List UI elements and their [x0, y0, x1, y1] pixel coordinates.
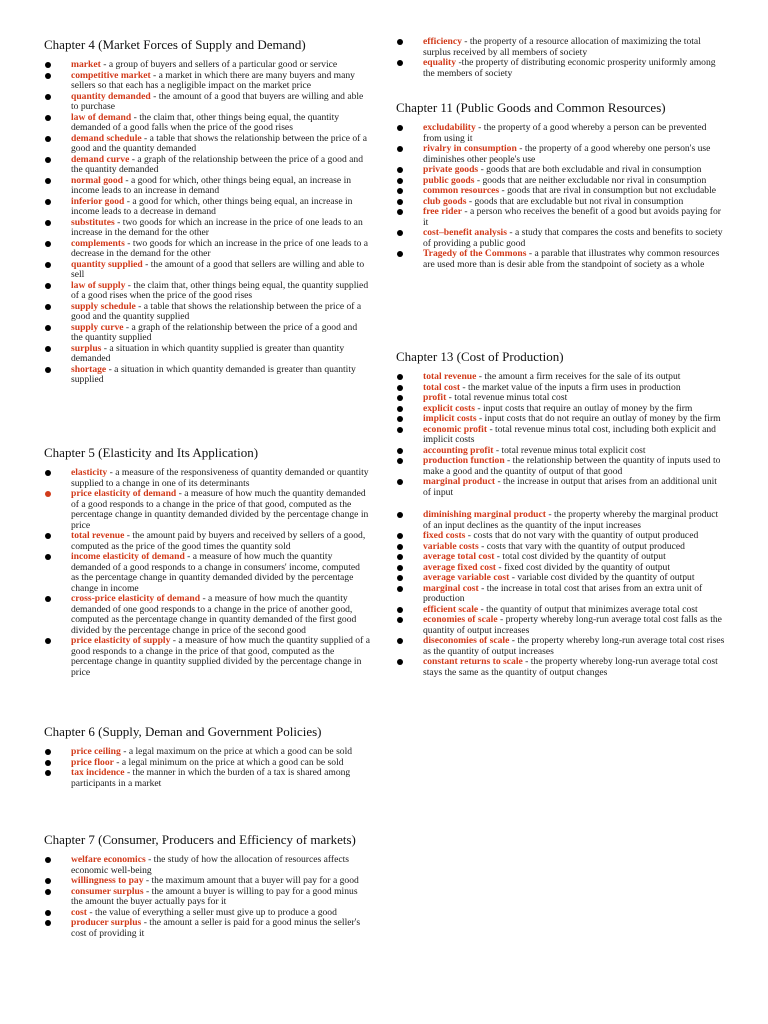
term-definition: - the claim that, other things being equal, the quantity supplied of a good rises when the price of the good rises	[71, 279, 369, 301]
term-definition: - a situation in which quantity supplied is greater than quantity demanded	[71, 342, 345, 364]
term-item	[44, 302, 370, 323]
term-definition: - goods that are excludable but not rival in consumption	[466, 195, 684, 207]
term-definition: - the claim that, other things being equal, the quantity demanded of a good falls when the price of the good rises	[71, 111, 340, 133]
term-label: tax incidence	[71, 767, 125, 778]
term-definition: - costs that do not vary with the quantity of output produced	[465, 530, 699, 541]
term-definition: - the market value of the inputs a firm uses in production	[460, 381, 681, 393]
chapter-13-section	[396, 349, 726, 678]
term-definition: - a measure of how much the quantity supplied of a good responds to a change in the price of that good, computed as the percentage change in quantity supplied divided by the percentage change in price	[71, 635, 370, 678]
term-definition: - two goods for which an increase in the price of one leads to an increase in the demand for the other	[71, 216, 363, 238]
term-item	[44, 71, 370, 92]
term-label: substitutes	[71, 216, 115, 228]
term-definition: - the property whereby the marginal product of an input declines as the quantity of the input increases	[423, 509, 719, 531]
term-definition: - a good for which, other things being equal, an increase in income leads to an increase in demand	[71, 174, 352, 196]
term-label: profit	[423, 392, 447, 403]
term-definition: - total cost divided by the quantity of output	[494, 551, 666, 562]
chapter-7-continued-section	[396, 37, 726, 79]
term-list	[396, 372, 726, 678]
term-label: variable costs	[423, 540, 479, 552]
term-definition: - two goods for which an increase in the price of one leads to a decrease in the demand for the other	[71, 237, 369, 259]
term-label: Tragedy of the Commons	[423, 248, 527, 259]
term-label: demand schedule	[71, 132, 142, 144]
term-definition: - a market in which there are many buyers and many sellers so that each has a negligible impact on the market price	[71, 69, 355, 91]
term-definition: - property whereby long-run average total cost falls as the quantity of output increases	[423, 614, 722, 636]
term-label: price elasticity of supply	[71, 635, 171, 646]
term-definition: - the amount a buyer is willing to pay for a good minus the amount the buyer actually pays for it	[71, 885, 358, 907]
term-label: cross-price elasticity of demand	[71, 593, 201, 604]
term-item	[44, 281, 370, 302]
term-definition: - a situation in which quantity demanded is greater than quantity supplied	[71, 363, 356, 385]
term-label: demand curve	[71, 153, 130, 165]
term-item	[396, 657, 726, 678]
term-definition: - a group of buyers and sellers of a particular good or service	[100, 59, 338, 70]
term-label: shortage	[71, 363, 107, 375]
term-item	[396, 425, 726, 446]
term-label: excludability	[423, 122, 476, 133]
term-label: public goods	[423, 174, 475, 186]
term-list	[44, 747, 370, 789]
term-label: efficient scale	[423, 603, 479, 615]
term-definition: - a measure of how much the quantity demanded of a good responds to a change in consumers' income, computed as the percentage change in quantity demanded divided by the percentage change in income	[71, 551, 360, 594]
term-label: quantity supplied	[71, 258, 143, 270]
term-item	[44, 260, 370, 281]
term-item	[44, 468, 370, 489]
term-item	[44, 768, 370, 789]
term-label: willingness to pay	[71, 875, 144, 886]
term-label: club goods	[423, 195, 467, 207]
term-definition: - a legal maximum on the price at which a good can be sold	[120, 746, 353, 757]
term-item	[44, 176, 370, 197]
term-label: total revenue	[71, 530, 125, 541]
chapter-heading: Chapter 6 (Supply, Deman and Government Policies)	[44, 724, 322, 739]
term-label: supply schedule	[71, 300, 136, 312]
term-label: quantity demanded	[71, 90, 151, 102]
term-definition: - the value of everything a seller must give up to produce a good	[86, 906, 337, 918]
chapter-heading: Chapter 11 (Public Goods and Common Resources)	[396, 100, 666, 115]
term-definition: - input costs that do not require an outlay of money by the firm	[476, 413, 721, 424]
term-item	[44, 636, 370, 678]
term-item	[396, 510, 726, 531]
term-definition: - goods that are both excludable and rival in consumption	[478, 164, 702, 175]
term-label: implicit costs	[423, 413, 477, 424]
term-label: cost	[71, 906, 87, 918]
term-definition: - the amount a firm receives for the sale of its output	[476, 371, 681, 382]
chapter-6-section	[44, 724, 370, 789]
term-definition: - the property of a good whereby one person's use diminishes other people's use	[423, 143, 711, 165]
term-item	[44, 855, 370, 876]
term-list	[44, 60, 370, 386]
term-item	[44, 113, 370, 134]
term-label: elasticity	[71, 467, 108, 478]
term-label: rivalry in consumption	[423, 143, 517, 154]
term-definition: - a table that shows the relationship between the price of a good and the quantity demanded	[71, 132, 368, 154]
term-item	[44, 552, 370, 594]
term-label: diseconomies of scale	[423, 635, 510, 646]
term-item	[44, 365, 370, 386]
term-definition: - a good for which, other things being equal, an increase in income leads to a decrease in demand	[71, 195, 353, 217]
term-item	[396, 456, 726, 477]
term-item	[44, 218, 370, 239]
term-item	[44, 239, 370, 260]
term-item	[44, 323, 370, 344]
term-item	[44, 197, 370, 218]
term-definition: - total revenue minus total cost	[446, 392, 568, 403]
term-definition: - fixed cost divided by the quantity of output	[496, 561, 670, 573]
term-definition: - a person who receives the benefit of a good but avoids paying for it	[423, 206, 721, 228]
term-definition: - the property of a good whereby a person can be prevented from using it	[423, 122, 707, 144]
chapter-heading: Chapter 7 (Consumer, Producers and Efficiency of markets)	[44, 832, 356, 847]
term-definition: - input costs that require an outlay of money by the firm	[474, 402, 693, 414]
term-item	[44, 531, 370, 552]
term-label: fixed costs	[423, 530, 466, 541]
term-label: price ceiling	[71, 746, 121, 757]
term-definition: - the amount paid by buyers and received by sellers of a good, computed as the price of the good times the quantity sold	[71, 530, 366, 552]
term-label: average total cost	[423, 551, 495, 562]
term-definition: - a graph of the relationship between the price of a good and the quantity supplied	[71, 321, 358, 343]
term-definition: - a measure of the responsiveness of quantity demanded or quantity supplied to a change in one of its determinants	[71, 467, 369, 489]
term-label: normal good	[71, 174, 123, 186]
term-item	[396, 477, 726, 498]
chapter-heading: Chapter 13 (Cost of Production)	[396, 349, 564, 364]
term-item	[396, 636, 726, 657]
term-definition: - the amount of a good that buyers are willing and able to purchase	[71, 90, 364, 112]
term-label: welfare economics	[71, 854, 146, 865]
chapter-4-section	[44, 37, 370, 386]
term-definition: - a measure of how much the quantity demanded of one good responds to a change in the price of another good, computed as the percentage change in quantity demanded of the first good divided by the percentage change in price of the second good	[71, 593, 357, 636]
term-label: price floor	[71, 756, 114, 768]
term-label: competitive market	[71, 69, 151, 81]
term-label: producer surplus	[71, 917, 142, 928]
term-label: total cost	[423, 381, 461, 393]
term-definition: - the property of a resource allocation of maximizing the total surplus received by all members of society	[423, 36, 701, 58]
term-label: complements	[71, 237, 125, 249]
term-item	[44, 594, 370, 636]
term-label: diminishing marginal product	[423, 509, 546, 520]
term-definition: - the increase in total cost that arises from an extra unit of production	[423, 582, 703, 604]
term-label: common resources	[423, 185, 500, 196]
term-definition: - goods that are rival in consumption but not excludable	[499, 185, 717, 196]
term-item	[396, 123, 726, 144]
term-definition: - variable cost divided by the quantity of output	[509, 572, 695, 583]
term-label: production function	[423, 455, 505, 466]
term-item	[396, 615, 726, 636]
term-label: constant returns to scale	[423, 656, 523, 667]
term-definition: - the property whereby long-run average total cost stays the same as the quantity of output changes	[423, 656, 718, 678]
term-item	[396, 207, 726, 228]
term-label: market	[71, 59, 101, 70]
term-item	[396, 58, 726, 79]
term-list	[396, 123, 726, 270]
term-label: income elasticity of demand	[71, 551, 185, 562]
term-list	[44, 468, 370, 678]
term-label: accounting profit	[423, 444, 494, 456]
term-item	[44, 134, 370, 155]
term-definition: - the increase in output that arises from an additional unit of input	[423, 476, 717, 498]
term-definition: - a measure of how much the quantity demanded of a good responds to a change in the price of that good, computed as the percentage change in quantity demanded divided by the percentage change in price	[71, 488, 369, 531]
term-item	[396, 37, 726, 58]
term-definition: - the relationship between the quantity of inputs used to make a good and the quantity of output of that good	[423, 455, 721, 477]
term-item	[396, 249, 726, 270]
term-item	[44, 344, 370, 365]
term-label: law of supply	[71, 279, 126, 291]
term-definition: - the amount a seller is paid for a good minus the seller's cost of providing it	[71, 917, 361, 939]
term-label: inferior good	[71, 195, 125, 207]
term-definition: - a study that compares the costs and benefits to society of providing a public good	[423, 227, 723, 249]
term-definition: - a parable that illustrates why common resources are used more than is desir able from the standpoint of society as a whole	[423, 248, 720, 270]
term-list	[396, 37, 726, 79]
chapter-heading: Chapter 5 (Elasticity and Its Application)	[44, 445, 259, 460]
term-item	[396, 228, 726, 249]
term-label: efficiency	[423, 36, 462, 47]
term-definition: - a legal minimum on the price at which a good can be sold	[113, 756, 344, 768]
term-definition: - the quantity of output that minimizes average total cost	[478, 603, 698, 615]
term-label: consumer surplus	[71, 885, 144, 897]
term-definition: - the study of how the allocation of resources affects economic well-being	[71, 854, 350, 876]
term-definition: - goods that are neither excludable nor rival in consumption	[474, 174, 707, 186]
term-label: economies of scale	[423, 614, 498, 625]
chapter-heading: Chapter 4 (Market Forces of Supply and Demand)	[44, 37, 306, 52]
chapter-5-section	[44, 445, 370, 678]
term-definition: - the property whereby long-run average total cost rises as the quantity of output increases	[423, 635, 725, 657]
term-definition: - the maximum amount that a buyer will pay for a good	[143, 875, 359, 886]
term-definition: -the property of distributing economic prosperity uniformly among the members of society	[423, 57, 716, 79]
term-label: total revenue	[423, 371, 477, 382]
term-definition: - costs that vary with the quantity of output produced	[478, 540, 685, 552]
term-definition: - a graph of the relationship between the price of a good and the quantity demanded	[71, 153, 363, 175]
term-definition: - a table that shows the relationship between the price of a good and the quantity supplied	[71, 300, 362, 322]
term-definition: - the amount of a good that sellers are willing and able to sell	[71, 258, 365, 280]
term-definition: - the manner in which the burden of a tax is shared among participants in a market	[71, 767, 351, 789]
term-label: free rider	[423, 206, 462, 217]
term-item	[44, 92, 370, 113]
term-item	[396, 584, 726, 605]
chapter-7-section	[44, 832, 370, 939]
term-item	[44, 489, 370, 531]
term-label: surplus	[71, 342, 102, 354]
term-item	[396, 144, 726, 165]
term-label: marginal cost	[423, 582, 479, 594]
term-label: explicit costs	[423, 402, 475, 414]
term-label: average fixed cost	[423, 561, 496, 573]
term-item	[44, 918, 370, 939]
term-label: marginal product	[423, 476, 496, 487]
term-item	[44, 887, 370, 908]
term-list	[44, 855, 370, 939]
term-item	[44, 155, 370, 176]
term-label: law of demand	[71, 111, 132, 123]
term-label: price elasticity of demand	[71, 488, 177, 499]
chapter-11-section	[396, 100, 726, 270]
term-label: economic profit	[423, 423, 488, 435]
term-label: cost–benefit analysis	[423, 227, 507, 238]
term-label: supply curve	[71, 321, 124, 333]
term-label: equality	[423, 57, 457, 68]
term-label: average variable cost	[423, 572, 510, 583]
term-definition: - total revenue minus total explicit cost	[493, 444, 646, 456]
term-label: private goods	[423, 164, 479, 175]
term-definition: - total revenue minus total cost, including both explicit and implicit costs	[423, 423, 716, 445]
